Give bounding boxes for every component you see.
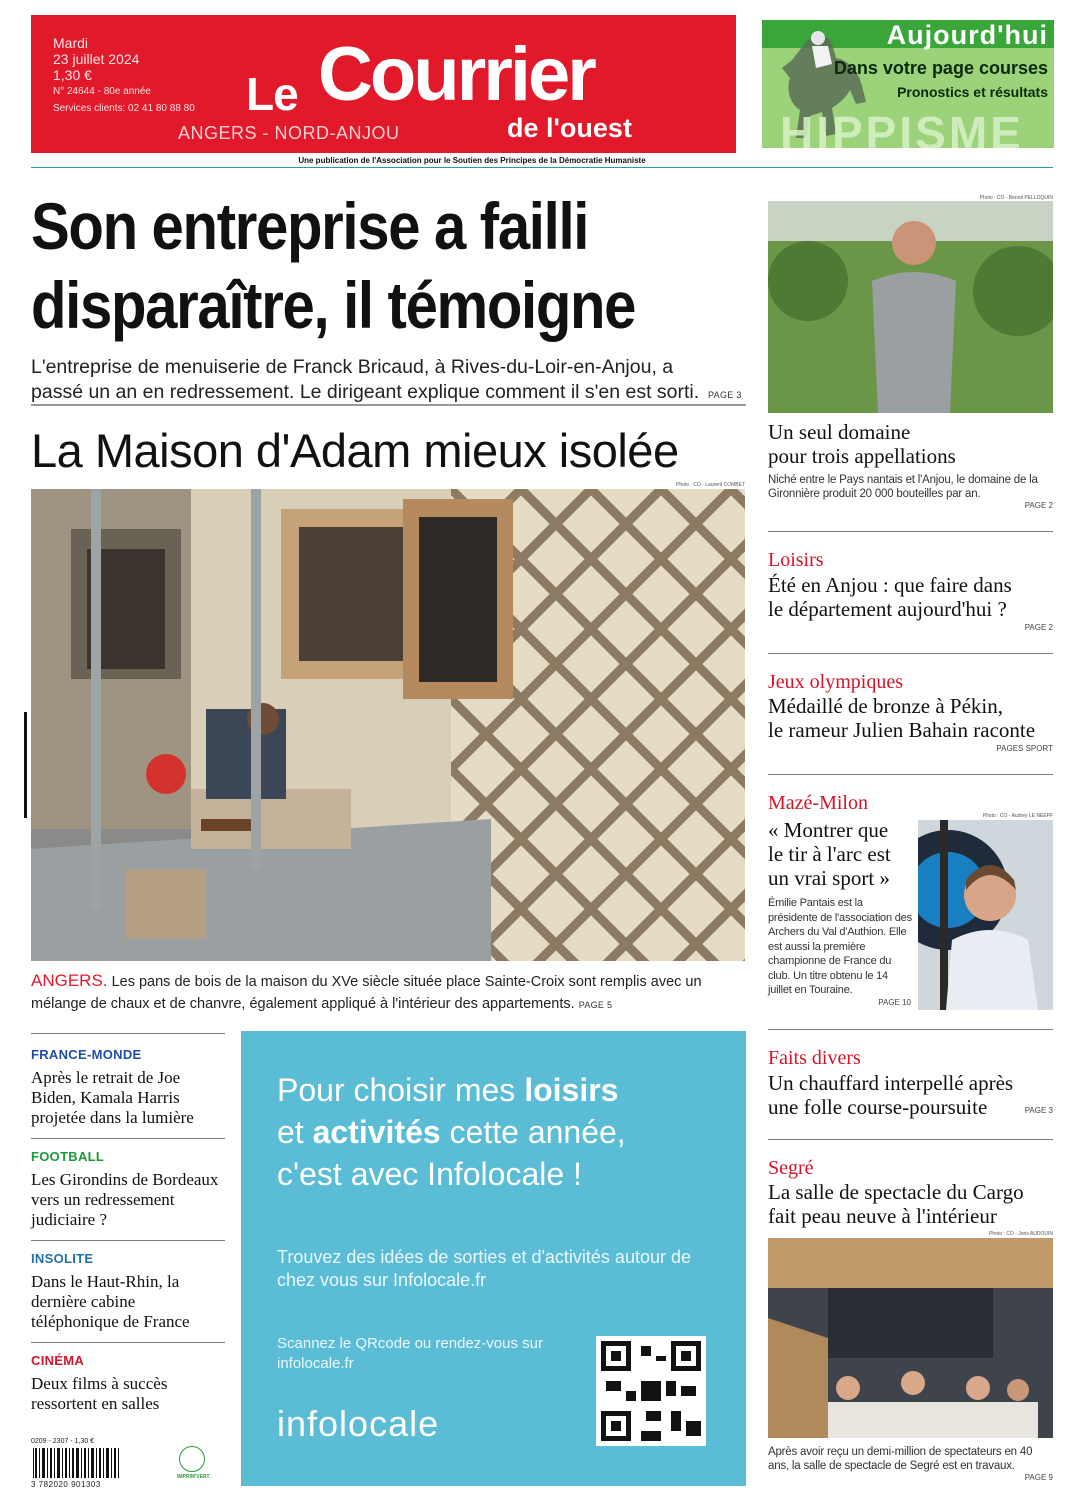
ad-headline bbox=[277, 1069, 737, 1195]
barcode-number: 3 782020 901303 bbox=[31, 1480, 101, 1489]
masthead-edition: ANGERS - NORD-ANJOU bbox=[178, 123, 400, 143]
ad-description: Trouvez des idées de sorties et d'activités autour de chez vous sur Infolocale.fr bbox=[277, 1247, 691, 1290]
domaine-page-ref: PAGE 2 bbox=[1024, 501, 1053, 510]
jo-headline-line1: Médaillé de bronze à Pékin, bbox=[768, 694, 1003, 718]
barcode-block bbox=[31, 1438, 231, 1490]
maze-headline-line1: « Montrer que bbox=[768, 818, 889, 842]
rule-l2 bbox=[31, 1240, 225, 1241]
barcode-icon bbox=[31, 1448, 121, 1478]
segre-headline[interactable] bbox=[768, 1180, 1053, 1228]
faits-headline-line2: une folle course-poursuite bbox=[768, 1095, 988, 1119]
faits-page-ref: PAGE 3 bbox=[1024, 1106, 1053, 1115]
maze-headline[interactable] bbox=[768, 818, 916, 890]
masthead-services: Services clients: 02 41 80 88 80 bbox=[53, 103, 195, 114]
segre-photo-credit: Photo : CO - Joris AUDOUIN bbox=[989, 1231, 1053, 1237]
segre-summary: Après avoir reçu un demi-million de spectateurs en 40 ans, la salle de spectacle de Segré est en travaux. bbox=[768, 1446, 1033, 1472]
main-photo-caption bbox=[31, 970, 747, 1016]
lead-headline-line1: Son entreprise a failli bbox=[31, 189, 589, 263]
imprim-vert-icon bbox=[179, 1446, 205, 1472]
loisirs-headline-line1: Été en Anjou : que faire dans bbox=[768, 573, 1012, 597]
promo-line3: Pronostics et résultats bbox=[897, 84, 1048, 100]
domaine-photo bbox=[768, 201, 1053, 413]
rule-r5 bbox=[768, 1139, 1053, 1140]
rule-l0 bbox=[31, 1033, 225, 1034]
masthead bbox=[31, 15, 736, 153]
ad-line1-pre: Pour choisir mes bbox=[277, 1072, 525, 1108]
maze-summary: Émilie Pantais est la présidente de l'association des Archers du Val d'Authion. Elle est aussi la première championne de France du club. Un titre obtenu le 14 juillet en Touraine. bbox=[768, 897, 912, 996]
infolocale-ad[interactable] bbox=[241, 1031, 746, 1486]
lead-headline-line2: disparaître, il témoigne bbox=[31, 268, 636, 342]
left-kicker-1: FOOTBALL bbox=[31, 1149, 105, 1164]
qr-code-graphic bbox=[596, 1336, 706, 1446]
brand-courrier: Courrier bbox=[318, 32, 594, 117]
segre-page-ref: PAGE 9 bbox=[1024, 1473, 1053, 1482]
archer-photo bbox=[918, 820, 1053, 1010]
masthead-day: Mardi bbox=[53, 35, 89, 51]
jo-headline-line2: le rameur Julien Bahain raconte bbox=[768, 718, 1036, 742]
segre-headline-line2: fait peau neuve à l'intérieur bbox=[768, 1204, 997, 1228]
caption-text: Les pans de bois de la maison du XVe siècle située place Sainte-Croix sont remplis avec un mélange de chaux et de chanvre, également appliqué à l'intérieur des appartements. bbox=[31, 974, 702, 1012]
segre-headline-line1: La salle de spectacle du Cargo bbox=[768, 1180, 1024, 1204]
masthead-issue: N° 24644 - 80e année bbox=[53, 86, 151, 97]
masthead-price: 1,30 € bbox=[53, 67, 92, 83]
promo-title: Aujourd'hui bbox=[886, 20, 1048, 50]
rule-r2 bbox=[768, 653, 1053, 654]
left-headline-0[interactable]: Après le retrait de Joe Biden, Kamala Harris projetée dans la lumière bbox=[31, 1068, 194, 1127]
second-headline[interactable]: La Maison d'Adam mieux isolée bbox=[31, 424, 679, 477]
domaine-headline-line2: pour trois appellations bbox=[768, 444, 956, 468]
lead-headline[interactable] bbox=[31, 187, 660, 345]
left-kicker-3: CINÉMA bbox=[31, 1353, 85, 1368]
main-photo bbox=[31, 489, 745, 961]
loisirs-kicker: Loisirs bbox=[768, 549, 824, 571]
header-rule bbox=[31, 167, 1053, 168]
domaine-photo-credit: Photo : CO - Benoit PELLOQUIN bbox=[979, 195, 1053, 201]
vineyard-photo-illustration bbox=[768, 201, 1053, 413]
faits-headline-line1: Un chauffard interpellé après bbox=[768, 1071, 1014, 1095]
rule-r3 bbox=[768, 774, 1053, 775]
promo-line2: Dans votre page courses bbox=[833, 58, 1048, 78]
maze-headline-line2: le tir à l'arc est bbox=[768, 842, 891, 866]
left-headline-3[interactable]: Deux films à succès ressortent en salles bbox=[31, 1374, 168, 1413]
left-headline-2[interactable]: Dans le Haut-Rhin, la dernière cabine téléphonique de France bbox=[31, 1272, 190, 1331]
loisirs-headline[interactable] bbox=[768, 573, 1053, 621]
infolocale-logo: infolocale bbox=[277, 1403, 440, 1444]
lead-summary: L'entreprise de menuiserie de Franck Bricaud, à Rives-du-Loir-en-Anjou, a passé un an en redressement. Le dirigeant explique comment il s'en est sorti. bbox=[31, 356, 700, 403]
ad-line1 bbox=[277, 1069, 737, 1111]
loisirs-headline-line2: le département aujourd'hui ? bbox=[768, 597, 1007, 621]
jo-page-ref: PAGES SPORT bbox=[996, 744, 1053, 753]
jo-kicker: Jeux olympiques bbox=[768, 671, 903, 693]
ad-scan-text: Scannez le QRcode ou rendez-vous sur infolocale.fr bbox=[277, 1335, 543, 1372]
jo-headline[interactable] bbox=[768, 694, 1053, 742]
caption-page-ref: PAGE 5 bbox=[578, 1000, 613, 1010]
rule-l1 bbox=[31, 1138, 225, 1139]
caption-place: ANGERS. bbox=[31, 971, 108, 990]
publication-notice: Une publication de l'Association pour le Soutien des Principes de la Démocratie Humaniste bbox=[298, 156, 646, 165]
ad-line2-post: cette année, bbox=[440, 1114, 626, 1150]
brand-le: Le bbox=[246, 68, 298, 120]
imprim-vert-label: IMPRIM'VERT bbox=[177, 1474, 210, 1480]
lead-rule bbox=[31, 404, 746, 406]
masthead-date: 23 juillet 2024 bbox=[53, 51, 140, 67]
ad-line2-pre: et bbox=[277, 1114, 313, 1150]
rule-l3 bbox=[31, 1342, 225, 1343]
cargo-photo bbox=[768, 1238, 1053, 1438]
domaine-summary: Niché entre le Pays nantais et l'Anjou, le domaine de la Gironnière produit 20 000 bouteilles par an. bbox=[768, 474, 1038, 500]
theater-photo-illustration bbox=[768, 1238, 1053, 1438]
domaine-headline-line1: Un seul domaine bbox=[768, 420, 911, 444]
maze-headline-line3: un vrai sport » bbox=[768, 866, 890, 890]
ad-line2-bold: activités bbox=[312, 1114, 441, 1150]
rule-r4 bbox=[768, 1029, 1053, 1030]
faits-kicker: Faits divers bbox=[768, 1047, 861, 1069]
masthead-info bbox=[53, 35, 195, 117]
left-kicker-2: INSOLITE bbox=[31, 1251, 94, 1266]
maze-photo-credit: Photo : CO - Audrey LE NEEPF bbox=[982, 813, 1053, 819]
scan-mark bbox=[24, 712, 27, 818]
barcode-price: 0209 - 2307 - 1,30 € bbox=[31, 1438, 95, 1445]
promo-word: HIPPISME bbox=[780, 107, 1024, 148]
brand-ouest: de l'ouest bbox=[507, 113, 632, 143]
qr-code-icon[interactable] bbox=[596, 1336, 706, 1446]
lead-page-ref: PAGE 3 bbox=[708, 390, 742, 400]
hippisme-promo[interactable] bbox=[762, 20, 1054, 148]
rule-r1 bbox=[768, 531, 1053, 532]
ad-line3: c'est avec Infolocale ! bbox=[277, 1156, 582, 1192]
maze-kicker: Mazé-Milon bbox=[768, 792, 868, 814]
domaine-headline[interactable] bbox=[768, 420, 1053, 468]
ad-line1-bold: loisirs bbox=[524, 1072, 619, 1108]
left-kicker-0: FRANCE-MONDE bbox=[31, 1047, 142, 1062]
ad-line2 bbox=[277, 1111, 737, 1153]
main-photo-credit: Photo : CO - Laurent COMBET bbox=[676, 482, 745, 488]
maze-page-ref: PAGE 10 bbox=[878, 998, 911, 1007]
loisirs-page-ref: PAGE 2 bbox=[1024, 623, 1053, 632]
segre-kicker: Segré bbox=[768, 1157, 814, 1179]
archer-photo-illustration bbox=[918, 820, 1053, 1010]
renovation-photo-illustration bbox=[31, 489, 745, 961]
left-headline-1[interactable]: Les Girondins de Bordeaux vers un redressement judiciaire ? bbox=[31, 1170, 219, 1229]
